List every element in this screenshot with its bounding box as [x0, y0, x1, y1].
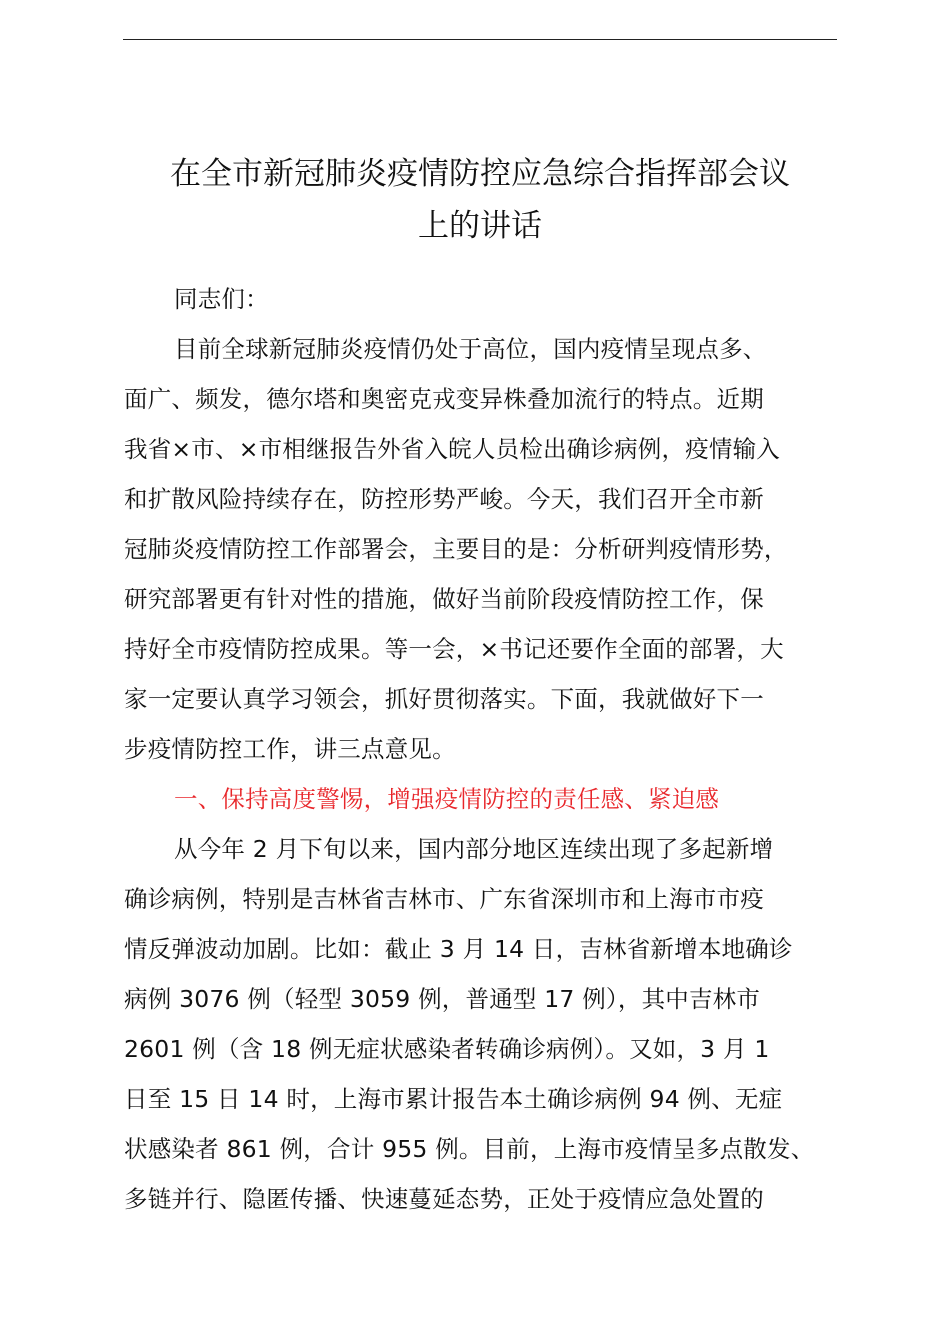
paragraph-1-line: 持好全市疫情防控成果。等一会，×书记还要作全面的部署，大 — [124, 635, 784, 663]
paragraph-1-line: 和扩散风险持续存在，防控形势严峻。今天，我们召开全市新 — [124, 485, 764, 513]
paragraph-2-line: 状感染者 861 例，合计 955 例。目前，上海市疫情呈多点散发、 — [124, 1135, 815, 1163]
header-rule — [123, 39, 837, 40]
paragraph-2-line: 日至 15 日 14 时，上海市累计报告本土确诊病例 94 例、无症 — [124, 1085, 783, 1113]
paragraph-1-line: 家一定要认真学习领会，抓好贯彻落实。下面，我就做好下一 — [124, 685, 764, 713]
paragraph-2-line: 从今年 2 月下旬以来，国内部分地区连续出现了多起新增 — [174, 835, 774, 863]
paragraph-2-line: 病例 3076 例（轻型 3059 例，普通型 17 例），其中吉林市 — [124, 985, 761, 1013]
paragraph-1-line: 面广、频发，德尔塔和奥密克戎变异株叠加流行的特点。近期 — [124, 385, 764, 413]
paragraph-1-line: 研究部署更有针对性的措施，做好当前阶段疫情防控工作，保 — [124, 585, 764, 613]
paragraph-2 — [124, 824, 836, 1224]
paragraph-2-line: 情反弹波动加剧。比如：截止 3 月 14 日，吉林省新增本地确诊 — [124, 935, 793, 963]
paragraph-2-line: 确诊病例，特别是吉林省吉林市、广东省深圳市和上海市市疫 — [124, 885, 764, 913]
document-title — [100, 148, 860, 252]
paragraph-2-line: 2601 例（含 18 例无症状感染者转确诊病例）。又如，3 月 1 — [124, 1035, 770, 1063]
paragraph-1 — [124, 324, 836, 774]
paragraph-1-line: 步疫情防控工作，讲三点意见。 — [124, 735, 456, 763]
salutation: 同志们： — [174, 285, 269, 313]
section-1-heading: 一、保持高度警惕，增强疫情防控的责任感、紧迫感 — [174, 785, 720, 813]
title-line-2: 上的讲话 — [418, 208, 542, 244]
document-body — [124, 274, 836, 1224]
paragraph-2-line: 多链并行、隐匿传播、快速蔓延态势，正处于疫情应急处置的 — [124, 1185, 764, 1213]
title-line-1: 在全市新冠肺炎疫情防控应急综合指挥部会议 — [170, 156, 790, 192]
paragraph-1-line: 冠肺炎疫情防控工作部署会，主要目的是：分析研判疫情形势， — [124, 535, 788, 563]
paragraph-1-line: 我省×市、×市相继报告外省入皖人员检出确诊病例，疫情输入 — [124, 435, 780, 463]
paragraph-1-line: 目前全球新冠肺炎疫情仍处于高位，国内疫情呈现点多、 — [174, 335, 767, 363]
